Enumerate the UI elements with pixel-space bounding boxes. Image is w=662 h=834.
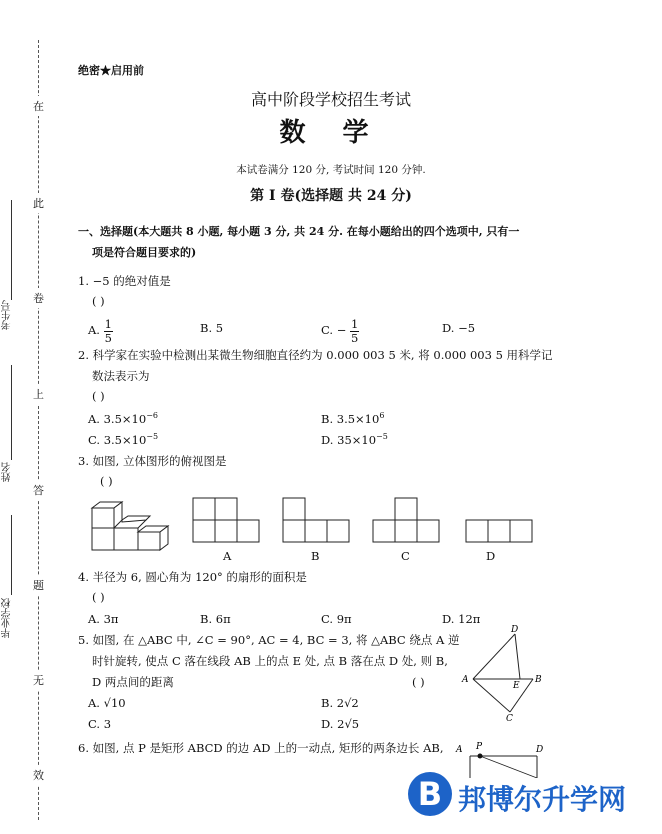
q2-option-a[interactable]: A. $3.5\times 10^{-6}$ (88, 411, 158, 426)
q6-label-p: P (476, 742, 483, 752)
q5-triangle-figure (455, 622, 555, 722)
q5-stem-cont2: D 两点间的距离 (92, 675, 174, 689)
q1-option-c[interactable]: C. − $\frac{1}{5}$ (321, 317, 359, 345)
q4-option-b[interactable]: B. 6π (200, 612, 231, 626)
binding-dashed-line (38, 40, 39, 820)
school-line (11, 515, 12, 595)
q5-label-d: D (511, 625, 519, 635)
school-label: 毕业学校 (2, 598, 13, 638)
q5-stem-cont: 时针旋转, 使点 C 落在线段 AB 上的点 E 处, 点 B 落在点 D 处, 则 B, (92, 654, 448, 668)
part-title: 第 I 卷(选择题 共 24 分) (250, 188, 412, 204)
q5-option-a[interactable]: A. √10 (88, 696, 126, 710)
q5-label-b: B (535, 675, 542, 685)
q5-stem: 5. 如图, 在 △ABC 中, ∠C = 90°, AC = 4, BC = 3, 将 △ABC 绕点 A 逆 (78, 633, 460, 647)
q3-option-d-figure[interactable] (465, 497, 535, 545)
q5-option-c[interactable]: C. 3 (88, 717, 112, 731)
margin-char: 效 (33, 765, 44, 785)
q3-label-b: B (311, 549, 320, 563)
q4-answer-paren: ( ) (92, 590, 105, 604)
q2-option-b[interactable]: B. $3.5\times 10^6$ (321, 411, 385, 426)
q2-stem-cont: 数法表示为 (92, 369, 150, 383)
exam-title: 高中阶段学校招生考试 (250, 90, 411, 109)
q3-option-a-figure[interactable] (192, 497, 262, 545)
watermark-text: 邦博尔升学网 (458, 783, 627, 816)
q6-rectangle-figure (452, 738, 552, 778)
margin-char: 答 (33, 480, 44, 500)
q3-label-c: C (401, 549, 410, 563)
student-id-line (11, 200, 12, 300)
q5-answer-paren: ( ) (412, 675, 425, 689)
q1-stem: 1. −5 的绝对值是 (78, 274, 171, 288)
q5-option-d[interactable]: D. 2√5 (321, 717, 360, 731)
q4-stem: 4. 半径为 6, 圆心角为 120° 的扇形的面积是 (78, 570, 307, 584)
q3-solid-figure (88, 498, 173, 558)
q5-label-c: C (506, 714, 513, 722)
margin-char: 题 (33, 575, 44, 595)
margin-char: 卷 (33, 288, 44, 308)
exam-note: 本试卷满分 120 分, 考试时间 120 分钟. (236, 164, 426, 176)
section-instruction-cont: 项是符合题目要求的) (92, 246, 197, 259)
q4-option-d[interactable]: D. 12π (442, 612, 481, 626)
student-id-label: 考生号 (2, 300, 13, 330)
q3-answer-paren: ( ) (100, 474, 113, 488)
q3-option-b-figure[interactable] (282, 497, 352, 545)
q6-label-a: A (456, 745, 463, 755)
margin-char: 上 (33, 384, 44, 404)
q2-answer-paren: ( ) (92, 389, 105, 403)
q3-label-a: A (223, 549, 232, 563)
q1-option-a[interactable]: A. $\frac{1}{5}$ (88, 317, 112, 345)
q2-stem: 2. 科学家在实验中检测出某微生物细胞直径约为 0.000 003 5 米, 将 0.000 003 5 用科学记 (78, 348, 553, 362)
watermark-logo: B (408, 772, 452, 816)
margin-char: 无 (33, 670, 44, 690)
q6-label-d: D (536, 745, 544, 755)
confidential-mark: 绝密★启用前 (78, 64, 144, 77)
q3-label-d: D (486, 549, 496, 563)
q1-option-d[interactable]: D. −5 (442, 321, 476, 335)
q5-option-b[interactable]: B. 2√2 (321, 696, 359, 710)
q4-option-a[interactable]: A. 3π (88, 612, 119, 626)
q3-stem: 3. 如图, 立体图形的俯视图是 (78, 454, 227, 468)
margin-char: 此 (33, 193, 44, 213)
name-label: 姓名 (2, 462, 13, 482)
q5-label-e: E (513, 681, 520, 691)
name-line (11, 365, 12, 460)
subject-title: 数 学 (279, 118, 383, 148)
q1-option-b[interactable]: B. 5 (200, 321, 224, 335)
q2-option-c[interactable]: C. $3.5\times 10^{-5}$ (88, 432, 159, 447)
q3-option-c-figure[interactable] (372, 497, 442, 545)
q1-answer-paren: ( ) (92, 294, 105, 308)
q2-option-d[interactable]: D. $35\times 10^{-5}$ (321, 432, 388, 447)
q6-stem: 6. 如图, 点 P 是矩形 ABCD 的边 AD 上的一动点, 矩形的两条边长 AB, (78, 741, 444, 755)
section-instruction: 一、选择题(本大题共 8 小题, 每小题 3 分, 共 24 分. 在每小题给出的四个选项中, 只有一 (78, 225, 520, 238)
margin-char: 在 (33, 96, 44, 116)
q5-label-a: A (462, 675, 469, 685)
q4-option-c[interactable]: C. 9π (321, 612, 352, 626)
